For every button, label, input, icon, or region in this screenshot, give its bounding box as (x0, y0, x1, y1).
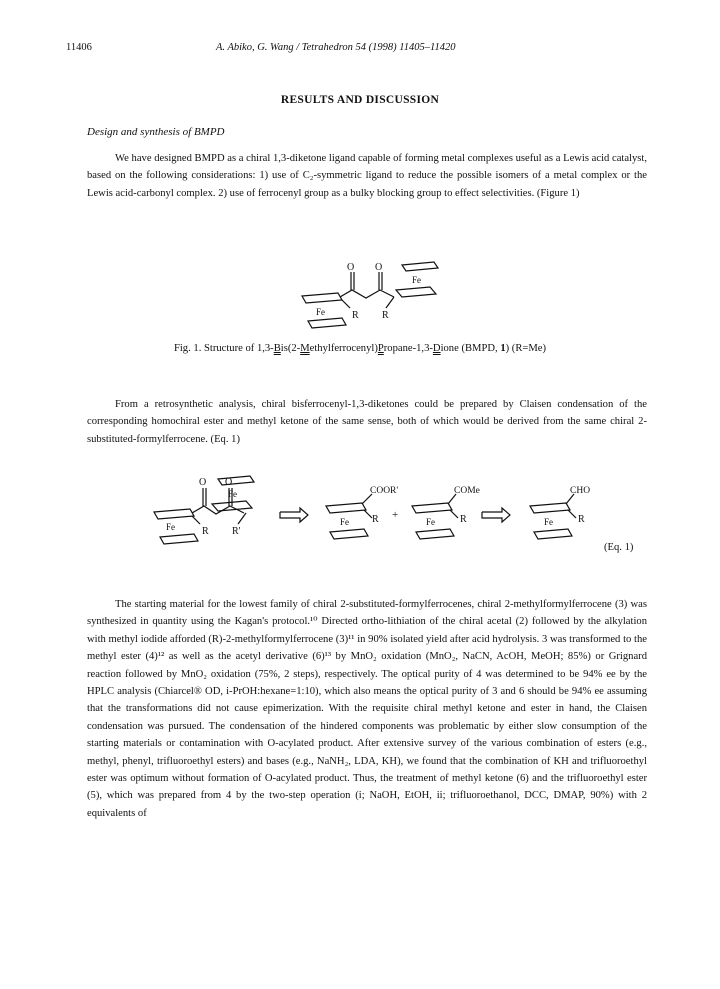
paragraph-2-text: From a retrosynthetic analysis, chiral bisferrocenyl-1,3-diketones could be prepared by Claisen condensation of the corresponding homochiral ester and methyl ketone of the same sense, both of which would be derived from the same chiral 2-substituted-formylferrocene. (Eq. 1) (87, 399, 647, 445)
paragraph-1-text: We have designed BMPD as a chiral 1,3-diketone ligand capable of forming metal complexes useful as a Lewis acid catalyst, based on the following considerations: 1) use of C₂-symmetric ligand to reduce the possible isomers of a metal complex or the Lewis acid-carbonyl complex. 2) use of ferrocenyl group as a bulky blocking group to effect selectivities. (Figure 1) (87, 153, 647, 199)
oxygen-label-1: O (347, 262, 355, 273)
cp-ring-left-bottom (308, 318, 346, 328)
retrosynthesis-equation (150, 462, 610, 554)
equation-label: (Eq. 1) (604, 542, 634, 553)
figure-1-caption: Fig. 1. Structure of 1,3-Bis(2-Methylferrocenyl)Propane-1,3-Dione (BMPD, 1) (R=Me) (173, 343, 547, 354)
paragraph-1 (87, 150, 647, 202)
section-title: RESULTS AND DISCUSSION (280, 94, 440, 106)
oxygen-label-2: O (375, 262, 383, 273)
bmpd-structure-figure (280, 250, 460, 334)
cp-ring-left-top (302, 293, 342, 303)
svg-text:Fe: Fe (544, 517, 553, 527)
retro-arrow-1 (280, 508, 308, 522)
svg-text:O: O (199, 477, 207, 488)
paragraph-2 (87, 396, 647, 448)
iron-label-2: Fe (316, 307, 325, 317)
svg-text:Fe: Fe (166, 522, 175, 532)
svg-text:COMe: COMe (454, 486, 480, 496)
svg-text:Fe: Fe (340, 517, 349, 527)
svg-text:Fe: Fe (228, 489, 237, 499)
svg-text:R': R' (232, 526, 241, 537)
svg-text:O: O (225, 477, 233, 488)
r-label-2: R (382, 310, 389, 321)
paragraph-3 (87, 596, 647, 822)
svg-text:Fe: Fe (426, 517, 435, 527)
subsection-title: Design and synthesis of BMPD (87, 126, 225, 138)
svg-text:R: R (460, 514, 467, 525)
svg-text:COOR': COOR' (370, 486, 399, 496)
svg-text:CHO: CHO (570, 486, 591, 496)
cp-ring-upper-bottom (396, 287, 436, 297)
diketone-chain (340, 290, 394, 298)
svg-text:R: R (578, 514, 585, 525)
paragraph-3-text: The starting material for the lowest family of chiral 2-substituted-formylferrocenes, chiral 2-methylformylferrocene (3) was synthesized in quantity using the Kagan's protocol.¹⁰ Directed ortho-lithiation of the chiral acetal (2) followed by the alkylation with methyl iodide afforded (R)-2-methylformylferrocene (3)¹¹ in 90% isolated yield after acid hydrolysis. 3 was transformed to the methyl ester (4)¹² as well as the acetyl derivative (6)¹³ by MnO₂ oxidation (MnO₂, NaCN, AcOH, MeOH; 85%) or Grignard reaction followed by MnO₂ oxidation (75%, 2 steps), respectively. The optical purity of 4 was determined to be 94% ee by the HPLC analysis (Chiarcel® OD, i-PrOH:hexane=1:10), which also means the optical purity of 3 and 6 should be 94% ee assuming that the transformations did not cause epimerization. With the requisite chiral methyl ketone and ester in hand, the Claisen condensation was pursued. The condensation of the hindered components was problematic by either slow consumption of the starting materials or contamination with O-acylated product. After extensive survey of the various combination of esters (e.g., methyl, phenyl, trifluoroethyl esters) and bases (e.g., NaNH₂, LDA, KH), we found that the combination of KH and trifluoroethyl ester was optimum without formation of O-acylated product. Thus, the treatment of methyl ketone (6) and the trifluoroethyl ester (5), which was prepared from 4 by the two-step operation (i; NaOH, EtOH, ii; trifluoroethanol, DCC, DMAP, 90%) with 2 equivalents of (87, 599, 647, 819)
svg-text:+: + (392, 509, 399, 521)
cp-ring-upper-top (402, 262, 438, 271)
r-label-1: R (352, 310, 359, 321)
svg-text:R: R (372, 514, 379, 525)
journal-citation: A. Abiko, G. Wang / Tetrahedron 54 (1998) 11405–11420 (216, 42, 456, 53)
iron-label-1: Fe (412, 275, 421, 285)
svg-text:R: R (202, 526, 209, 537)
page-number: 11406 (66, 42, 92, 53)
retro-arrow-2 (482, 508, 510, 522)
